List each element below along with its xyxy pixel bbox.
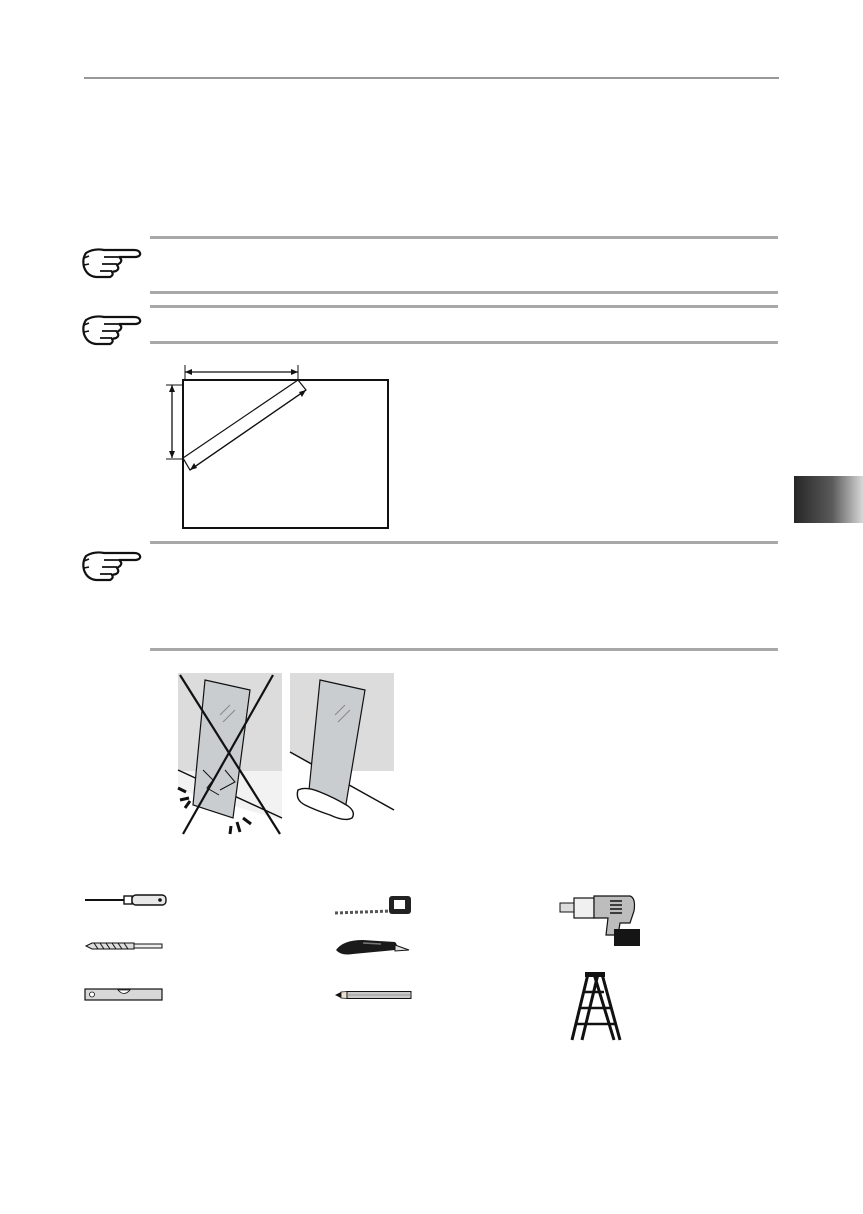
- utility-knife-icon: [333, 936, 413, 958]
- pointing-hand-icon: [80, 548, 142, 582]
- stepladder-icon: [568, 972, 624, 1042]
- chapter-tab: [794, 476, 863, 523]
- note-top-rule: [150, 305, 778, 308]
- screwdriver-icon: [84, 893, 168, 907]
- incorrect-placement-illustration: [175, 670, 285, 836]
- correct-placement-illustration: [290, 670, 396, 836]
- tape-measure-icon: [333, 893, 413, 917]
- spirit-level-icon: [84, 988, 164, 1002]
- note-bottom-rule: [150, 291, 778, 294]
- note-bottom-rule: [150, 341, 778, 344]
- header-rule: [84, 77, 779, 79]
- power-drill-icon: [558, 893, 646, 948]
- pointing-hand-icon: [80, 245, 142, 279]
- screen-dimension-diagram: [160, 360, 400, 535]
- drill-bit-icon: [84, 941, 164, 951]
- pencil-icon: [333, 990, 413, 1000]
- note-top-rule: [150, 236, 778, 239]
- note-bottom-rule: [150, 648, 778, 651]
- note-top-rule: [150, 541, 778, 544]
- diagonal-dimension-line: [190, 390, 306, 470]
- pointing-hand-icon: [80, 312, 142, 346]
